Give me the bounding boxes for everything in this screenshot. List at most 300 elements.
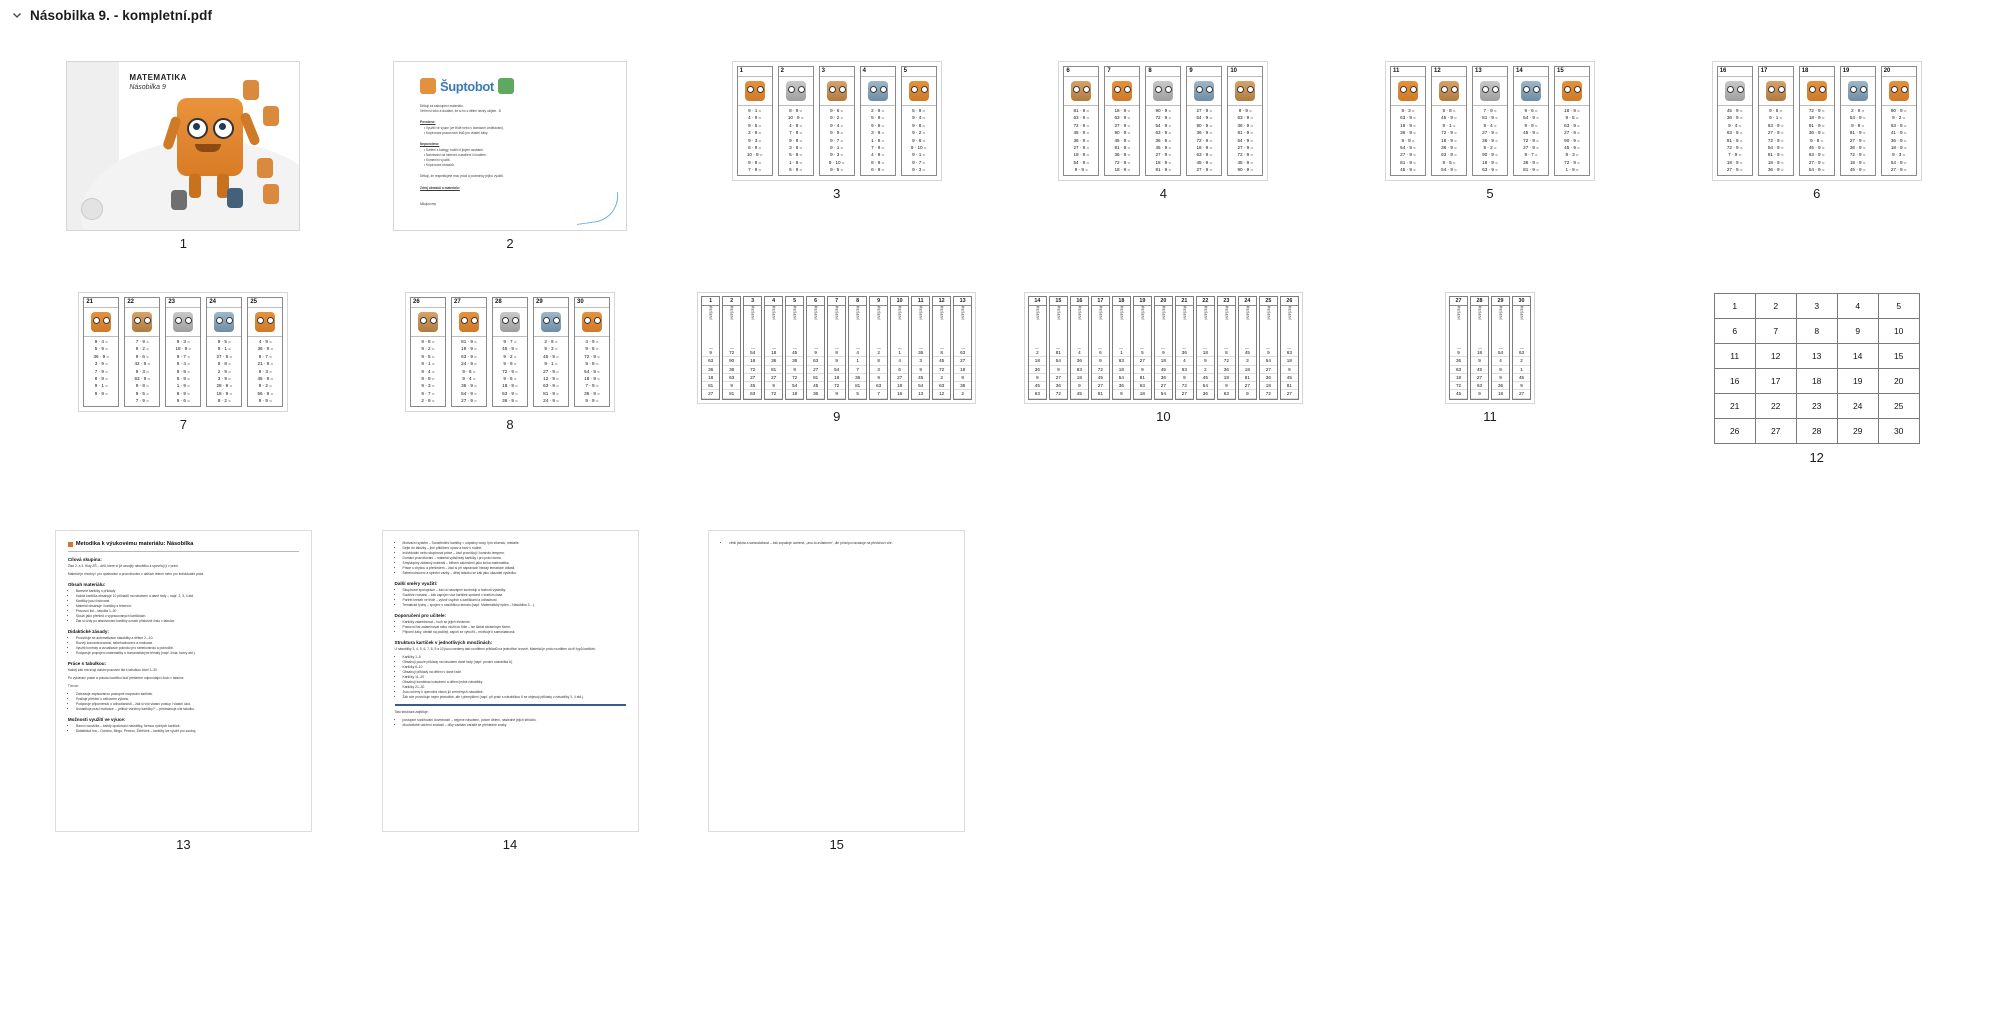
card-number: 28 <box>493 298 527 308</box>
table-cell: 26 <box>1714 419 1755 444</box>
answer-value: 90 <box>723 357 740 365</box>
equation-list <box>575 337 609 406</box>
equation: 54 · 9 = <box>461 390 477 396</box>
equation: 81 · 9 = <box>1523 167 1539 173</box>
doc-paragraph: Po vykonání práce a pokusu kartičku buď přeškrtne odpovídající číslo v tabulce. <box>67 676 185 680</box>
card-robot-image <box>1064 77 1098 106</box>
answer-card-number: 5 <box>786 297 803 306</box>
equation: 36 · 9 = <box>257 346 274 352</box>
answer-card-label: ŘEŠENÍ <box>1287 306 1291 349</box>
answer-value: 36 <box>1260 374 1277 382</box>
doc-list <box>68 589 299 624</box>
answer-value: 18 <box>1492 390 1509 398</box>
equation: 9 · 9 = <box>871 122 885 128</box>
equation: 27 · 9 = <box>1767 130 1784 136</box>
equation-list <box>1228 106 1262 175</box>
thumbnail-page-14[interactable] <box>347 531 674 852</box>
equation: 18 · 9 = <box>1400 122 1416 128</box>
answer-card <box>1280 296 1299 400</box>
answer-card <box>1512 296 1531 400</box>
equation: 9 · 8 = <box>1442 108 1456 113</box>
equation: 81 · 9 = <box>1849 130 1866 136</box>
thumbnail-page-8[interactable] <box>347 293 674 465</box>
answer-value: 4 <box>1492 357 1509 365</box>
answer-value: 72 <box>828 382 845 390</box>
answer-card <box>1491 296 1510 400</box>
equation: 54 · 9 = <box>1073 159 1090 165</box>
equation: 9 · 7 = <box>176 353 190 359</box>
equation: 45 · 9 = <box>1400 167 1416 173</box>
page-cards-5 <box>1386 62 1594 180</box>
answer-value: 27 <box>1155 382 1172 390</box>
thumbnail-page-4[interactable] <box>1000 62 1327 251</box>
answer-value: 9 <box>1260 349 1277 357</box>
list-item: • Obsahují kombinaci násobení a dělení jedné násobilky. <box>403 680 626 685</box>
equation: 9 · 7 = <box>830 137 844 143</box>
answer-value: 36 <box>765 357 782 365</box>
answer-card-label: ŘEŠENÍ <box>1224 306 1228 349</box>
equation: 81 · 9 = <box>1114 145 1131 151</box>
answer-value: 72 <box>1092 366 1109 374</box>
letter-line: • Využití ve výuce (ve třídě nebo v domácím vzdělávání). <box>424 126 505 130</box>
thumbnail-page-5[interactable] <box>1327 62 1654 251</box>
thumbnail-page-2[interactable] <box>347 62 674 251</box>
answer-value: 9 <box>1239 390 1256 398</box>
list-item: • Tematické týdny – spojení s násobilkou tématu (např. Matematický týden – Násobilka 3…). <box>403 603 626 608</box>
equation: 9 · 3 = <box>544 346 558 352</box>
answer-card <box>1049 296 1068 400</box>
answer-value: 45 <box>1071 390 1088 398</box>
answer-value: 27 <box>1176 390 1193 398</box>
equation-list <box>534 337 568 406</box>
answer-card-label: ŘEŠENÍ <box>1266 306 1270 349</box>
list-item: • Práce s chybou a přehledem – žáci si při nápravách hledají tematické oblasti. <box>403 566 626 571</box>
answer-value: 81 <box>1092 390 1109 398</box>
answer-card <box>1175 296 1194 400</box>
equation: 27 · 9 = <box>1564 130 1580 136</box>
equation: 18 · 9 = <box>1849 159 1866 165</box>
doc-heading: Obsah materiálu: <box>67 582 106 587</box>
task-card <box>1390 66 1426 176</box>
equation: 6 · 9 = <box>871 167 885 173</box>
equation: 18 · 9 = <box>1441 137 1457 143</box>
list-item: • Připomi žáky, obrátit na podíleji, aspoň se vytvořit – motivuje k samostatnosti. <box>403 630 626 635</box>
thumbnail-page-1[interactable] <box>20 62 347 251</box>
task-card <box>1145 66 1181 176</box>
answer-value: 9 <box>702 349 719 357</box>
answer-value: 72 <box>1218 357 1235 365</box>
answer-value: 63 <box>1450 366 1467 374</box>
answer-card-number: 15 <box>1050 297 1067 306</box>
task-card <box>1431 66 1467 176</box>
equation: 18 · 9 = <box>216 390 233 396</box>
answer-value: 4 <box>891 357 908 365</box>
equation: 90 · 9 = <box>1155 108 1172 113</box>
answer-value: 2 <box>870 349 887 357</box>
answer-value: 81 <box>723 390 740 398</box>
equation: 9 · 7 = <box>258 353 272 359</box>
answer-card-number: 13 <box>954 297 971 306</box>
list-item: • Pracovní list zalaminovat nebo vložit do fólie – lze škrtat stíratelným fixem. <box>403 625 626 630</box>
answer-card <box>806 296 825 400</box>
equation: 36 · 9 = <box>461 383 477 389</box>
equation: 36 · 9 = <box>1114 152 1131 158</box>
list-item: • postupné rozšiřování dovedností – nejprve násobení, potom dělení, následně jejich střídání, <box>403 718 626 723</box>
answer-card <box>827 296 846 400</box>
list-item: • Kartičky jsou číslované. <box>76 599 299 604</box>
answer-value: 1 <box>891 349 908 357</box>
equation: 72 · 9 = <box>1849 152 1866 158</box>
equation: 41 · 9 = <box>1890 130 1907 136</box>
equation: 7 · 9 = <box>585 383 599 389</box>
equation: 9 · 8 = <box>585 361 599 367</box>
card-number: 23 <box>166 298 200 308</box>
answer-card-label: ŘEŠENÍ <box>1457 306 1461 349</box>
answer-value: 27 <box>744 374 761 382</box>
equation: 9 · 4 = <box>421 368 435 374</box>
table-cell: 30 <box>1878 419 1919 444</box>
answer-card-number: 4 <box>765 297 782 306</box>
thumbnail-page-10[interactable] <box>1000 293 1327 465</box>
answer-value: 27 <box>1471 374 1488 382</box>
equation: 63 · 9 = <box>1564 122 1580 128</box>
card-number: 25 <box>248 298 282 308</box>
page-answers-9 <box>698 293 975 403</box>
page-number: 14 <box>502 837 518 852</box>
card-robot-image <box>1228 77 1262 106</box>
task-card <box>1186 66 1222 176</box>
equation: 27 · 9 = <box>1890 167 1907 173</box>
card-robot-image <box>411 308 445 337</box>
equation: 27 · 9 = <box>1400 152 1416 158</box>
equation-list <box>411 337 445 406</box>
answer-card-number: 29 <box>1492 297 1509 306</box>
task-card <box>492 297 528 407</box>
answer-value: 2 <box>1513 357 1530 365</box>
equation: 36 · 9 = <box>93 353 110 359</box>
equation: 24 · 9 = <box>461 361 477 367</box>
thumbnail-page-7[interactable] <box>20 293 347 465</box>
answer-values <box>1450 349 1467 399</box>
card-robot-image <box>1759 77 1793 106</box>
equation: 9 · 6 = <box>462 368 476 374</box>
answer-value: 1 <box>1513 366 1530 374</box>
answer-card <box>1238 296 1257 400</box>
card-number: 22 <box>125 298 159 308</box>
answer-value: 18 <box>1450 374 1467 382</box>
equation: 36 · 9 = <box>1441 145 1457 151</box>
equation: 6 · 9 = <box>789 167 803 173</box>
brand-name: Šuptobot <box>440 78 494 94</box>
list-item: • Kartičky 11–20 <box>403 675 626 680</box>
answer-card-number: 11 <box>912 297 929 306</box>
equation: 42 · 9 = <box>134 361 151 367</box>
equation: 9 · 4 = <box>912 115 926 121</box>
equation: 45 · 9 = <box>543 353 559 359</box>
letter-line: • Nahrávání na internet, nasdílení či mailem. <box>424 153 487 157</box>
equation: 45 · 9 = <box>1564 145 1580 151</box>
answer-value: 63 <box>1218 390 1235 398</box>
list-item: • Zobrazuje zapisovanou postupné mapování kartiček. <box>76 692 299 697</box>
answer-values <box>723 349 740 399</box>
answer-card-number: 21 <box>1176 297 1193 306</box>
answer-value: 9 <box>1176 374 1193 382</box>
equation: 72 · 9 = <box>584 353 600 359</box>
card-robot-image <box>779 77 813 106</box>
answer-value: 4 <box>1071 349 1088 357</box>
table-cell: 11 <box>1714 344 1755 369</box>
card-robot-image <box>575 308 609 337</box>
equation: 9 · 3 = <box>1401 108 1415 113</box>
page-number: 9 <box>833 408 841 424</box>
equation: 36 · 9 = <box>1237 122 1254 128</box>
equation: 18 · 9 = <box>1196 145 1213 151</box>
list-item: • Slouží jako přehled o vypracovaných kartičkách. <box>76 614 299 619</box>
card-robot-image <box>1391 77 1425 106</box>
equation: 81 · 9 = <box>1073 108 1090 113</box>
small-robot <box>171 190 187 210</box>
letter-line: • Sdílení s kolegy, rodiči či jinými osobami. <box>424 148 484 152</box>
answer-value: 5 <box>1134 349 1151 357</box>
card-number: 8 <box>1146 67 1180 77</box>
page-letter <box>394 62 626 230</box>
equation: 72 · 9 = <box>1767 137 1784 143</box>
equation: 1 · 9 = <box>871 137 885 143</box>
table-cell: 22 <box>1755 394 1796 419</box>
list-item: • větší jistota a samostatnost – žák zopakuje ucelené, „ano-to-zvládnem“, dle principu navazuje na předchozí cíle. <box>729 541 952 546</box>
answer-card-number: 22 <box>1197 297 1214 306</box>
equation: 27 · 9 = <box>1808 159 1825 165</box>
equation: 18 · 9 = <box>461 346 477 352</box>
list-item: • dlouhodobé udržení znalostí – díky vazbám zařadit se přehledné znaky. <box>403 723 626 728</box>
answer-value: 18 <box>786 390 803 398</box>
page-cards-8 <box>406 293 614 411</box>
task-card <box>1881 66 1917 176</box>
equation: 63 · 9 = <box>134 376 151 382</box>
answer-card-number: 2 <box>723 297 740 306</box>
equation: 18 · 9 = <box>175 346 192 352</box>
table-row <box>1714 394 1919 419</box>
equation: 27 · 9 = <box>1155 152 1172 158</box>
doc-paragraph: Žáci 2. a 3. třídy ZŠ – děti, které si již osvojily násobilku a upevňují ji v praxi. <box>67 564 179 568</box>
answer-value: 9 <box>828 357 845 365</box>
equation: 9 · 10 = <box>828 159 845 165</box>
thumbnail-page-3[interactable] <box>673 62 1000 251</box>
equation: 45 · 9 = <box>1155 145 1172 151</box>
table-cell: 4 <box>1837 294 1878 319</box>
thumbnail-page-11[interactable] <box>1327 293 1654 465</box>
list-item: • Kartičky 21–30 <box>403 685 626 690</box>
answer-value: 45 <box>912 374 929 382</box>
equation: 72 · 9 = <box>1196 137 1213 143</box>
equation: 7 · 9 = <box>135 398 149 404</box>
answer-card <box>1449 296 1468 400</box>
answer-card <box>932 296 951 400</box>
doc-heading: Didaktické zásady: <box>67 629 109 634</box>
answer-card-number: 9 <box>870 297 887 306</box>
equation: 9 · 9 = <box>1851 122 1865 128</box>
equation-list <box>820 106 854 175</box>
equation: 63 · 9 = <box>1767 122 1784 128</box>
answer-card-label: ŘEŠENÍ <box>1077 306 1081 349</box>
equation: 36 · 9 = <box>1767 167 1784 173</box>
letter-line: Povoleno: <box>420 120 436 124</box>
answer-card-label: ŘEŠENÍ <box>1182 306 1186 349</box>
letter-line: • Komerční využití. <box>424 158 451 162</box>
equation: 10 · 9 = <box>746 152 763 158</box>
answer-value: 36 <box>1176 349 1193 357</box>
answer-value: 72 <box>744 366 761 374</box>
equation: 9 · 6 = <box>912 137 926 143</box>
equation: 9 · 7 = <box>503 339 517 344</box>
answer-card-number: 19 <box>1134 297 1151 306</box>
chevron-down-icon[interactable] <box>10 8 24 22</box>
answer-value: 63 <box>1029 390 1046 398</box>
answer-value: 8 <box>933 349 950 357</box>
answer-card-number: 14 <box>1029 297 1046 306</box>
answer-values <box>1071 349 1088 399</box>
thumbnail-page-13[interactable] <box>20 531 347 852</box>
thumbnail-page-6[interactable] <box>1653 62 1980 251</box>
answer-card-number: 27 <box>1450 297 1467 306</box>
answer-value: 54 <box>1155 390 1172 398</box>
letter-line: • Kopírování obrázků. <box>424 163 455 167</box>
page-number: 13 <box>176 837 191 852</box>
page-title: Násobilka 9. - kompletní.pdf <box>30 7 213 23</box>
card-robot-image <box>452 308 486 337</box>
equation: 9 · 8 = <box>912 122 926 128</box>
equation: 24 · 9 = <box>543 398 559 404</box>
equation: 9 · 1 = <box>1769 115 1783 121</box>
answer-value: 45 <box>807 382 824 390</box>
equation: 9 · 1 = <box>830 145 844 151</box>
answer-value: 36 <box>1155 374 1172 382</box>
card-number: 20 <box>1882 67 1916 77</box>
answer-card <box>1259 296 1278 400</box>
letter-line: Věřím si toho a doufám, že si ho s dětmi hezky užijete. :D <box>420 109 502 113</box>
equation-list <box>452 337 486 406</box>
answer-value: 18 <box>744 357 761 365</box>
equation: 45 · 9 = <box>1726 108 1743 113</box>
table-cell: 24 <box>1837 394 1878 419</box>
answer-card <box>848 296 867 400</box>
answer-value: 7 <box>849 366 866 374</box>
thumbnail-page-9[interactable] <box>673 293 1000 465</box>
answer-value: 27 <box>954 357 971 365</box>
doc-heading: Cílová skupina: <box>67 557 102 562</box>
card-robot-image <box>1800 77 1834 106</box>
answer-value: 9 <box>1029 374 1046 382</box>
equation: 27 · 9 = <box>1237 145 1254 151</box>
equation: 18 · 9 = <box>1808 115 1825 121</box>
equation: 63 · 9 = <box>1890 122 1907 128</box>
equation: 91 · 9 = <box>1808 122 1825 128</box>
card-robot-image <box>1514 77 1548 106</box>
answer-value: 18 <box>1281 357 1298 365</box>
page-number: 8 <box>506 416 514 432</box>
equation: 27 · 9 = <box>1196 167 1213 173</box>
table-cell: 7 <box>1755 319 1796 344</box>
task-card <box>860 66 896 176</box>
letter-line: Milujuuvmy <box>420 202 436 206</box>
answer-values <box>786 349 803 399</box>
equation: 54 · 9 = <box>1400 145 1416 151</box>
table-row <box>1714 294 1919 319</box>
answer-card-label: ŘEŠENÍ <box>709 306 713 349</box>
answer-card <box>1217 296 1236 400</box>
answer-value: 45 <box>1197 374 1214 382</box>
answer-value: 9 <box>1450 349 1467 357</box>
equation: 63 · 9 = <box>543 383 559 389</box>
task-card <box>1554 66 1590 176</box>
answer-values <box>912 349 929 399</box>
answer-card-label: ŘEŠENÍ <box>772 306 776 349</box>
answer-value: 12 <box>933 390 950 398</box>
answer-card <box>1154 296 1173 400</box>
answer-value: 36 <box>1029 366 1046 374</box>
doc-list <box>721 541 952 546</box>
equation: 45 · 9 = <box>1849 167 1866 173</box>
card-number: 10 <box>1228 67 1262 77</box>
equation: 90 · 9 = <box>1196 122 1213 128</box>
equation: 5 · 9 = <box>912 108 926 113</box>
answer-value: 81 <box>702 382 719 390</box>
answer-value: 45 <box>1450 390 1467 398</box>
document-header <box>0 0 2000 26</box>
equation: 5 · 9 = <box>871 115 885 121</box>
page-number: 5 <box>1486 185 1494 201</box>
answer-values <box>1155 349 1172 399</box>
equation: 9 · 8 = <box>1810 137 1824 143</box>
answer-card-number: 12 <box>933 297 950 306</box>
card-number: 19 <box>1841 67 1875 77</box>
equation: 63 · 9 = <box>1441 152 1457 158</box>
answer-card <box>701 296 720 400</box>
thumbnail-page-12[interactable] <box>1653 293 1980 465</box>
answer-value: 63 <box>1513 349 1530 357</box>
list-item: • Barevné kartičky s příklady <box>76 589 299 594</box>
answer-values <box>933 349 950 399</box>
equation: 9 · 9 = <box>1238 108 1252 113</box>
card-robot-image <box>84 308 118 337</box>
equation-list <box>1432 106 1466 175</box>
answer-value: 27 <box>1260 366 1277 374</box>
equation: 63 · 9 = <box>1114 115 1131 121</box>
list-item: • Kartičky 1–5 <box>403 655 626 660</box>
equation: 4 · 9 = <box>871 152 885 158</box>
thumbnail-page-15[interactable] <box>673 531 1000 852</box>
equation: 18 · 9 = <box>584 376 600 382</box>
answer-values <box>828 349 845 399</box>
answer-value: 18 <box>1113 366 1130 374</box>
equation: 27 · 9 = <box>1482 130 1498 136</box>
answer-value: 18 <box>1239 366 1256 374</box>
equation: 36 · 9 = <box>1482 137 1498 143</box>
page-doc-13 <box>56 531 311 831</box>
equation: 81 · 9 = <box>1400 159 1416 165</box>
answer-card-number: 20 <box>1155 297 1172 306</box>
answer-values <box>1513 349 1530 399</box>
answer-values <box>870 349 887 399</box>
equation: 90 · 9 = <box>1114 130 1131 136</box>
equation: 45 · 9 = <box>1441 115 1457 121</box>
answer-card-number: 3 <box>744 297 761 306</box>
answer-values <box>849 349 866 399</box>
card-robot-image <box>1473 77 1507 106</box>
doc-heading: Možnosti využití ve výuce: <box>67 717 126 722</box>
answer-value: 18 <box>828 374 845 382</box>
equation: 9 · 4 = <box>94 339 108 344</box>
